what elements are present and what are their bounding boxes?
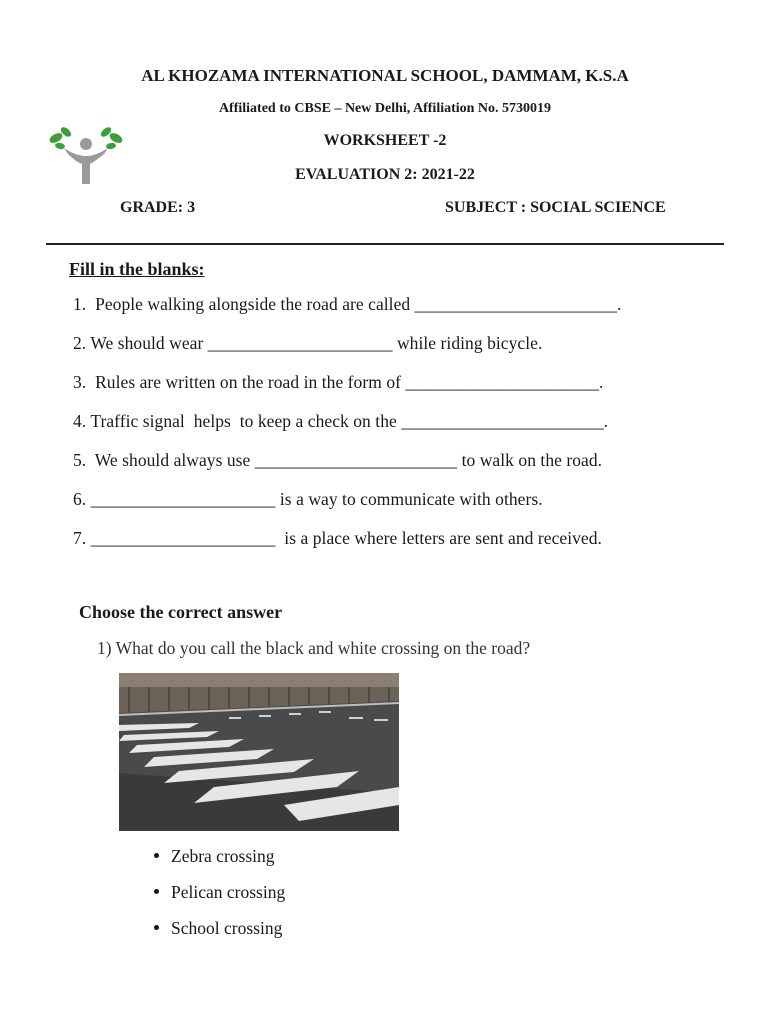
bullet-icon	[154, 853, 159, 858]
fill-blank-item-2: 2. We should wear _____________________ while riding bicycle.	[73, 333, 543, 353]
evaluation-title: EVALUATION 2: 2021-22	[295, 166, 475, 183]
option-zebra-crossing	[154, 846, 275, 867]
zebra-crossing-photo	[119, 673, 399, 831]
option-label: School crossing	[171, 918, 283, 938]
choose-answer-heading: Choose the correct answer	[79, 602, 283, 622]
option-label: Pelican crossing	[171, 882, 286, 902]
subject-label: SUBJECT : SOCIAL SCIENCE	[445, 199, 666, 216]
option-school-crossing	[154, 918, 282, 939]
bullet-icon	[154, 889, 159, 894]
fill-blank-item-6: 6. _____________________ is a way to communicate with others.	[73, 489, 543, 509]
bullet-icon	[154, 925, 159, 930]
fill-blanks-heading: Fill in the blanks:	[69, 259, 205, 279]
worksheet-title: WORKSHEET -2	[323, 132, 447, 149]
fill-blank-item-3: 3. Rules are written on the road in the form of ______________________.	[73, 372, 604, 392]
option-pelican-crossing	[154, 882, 285, 903]
school-name: AL KHOZAMA INTERNATIONAL SCHOOL, DAMMAM, K.S.A	[141, 66, 629, 85]
header-divider	[46, 243, 724, 245]
fill-blank-item-4: 4. Traffic signal helps to keep a check on the _______________________.	[73, 411, 609, 431]
affiliation-line: Affiliated to CBSE – New Delhi, Affiliation No. 5730019	[218, 101, 552, 116]
fill-blank-item-1: 1. People walking alongside the road are called _______________________.	[73, 294, 622, 314]
question-1: 1) What do you call the black and white crossing on the road?	[97, 638, 531, 658]
grade-label: GRADE: 3	[120, 199, 196, 216]
option-label: Zebra crossing	[171, 846, 275, 866]
fill-blank-item-7: 7. _____________________ is a place where letters are sent and received.	[73, 528, 602, 548]
fill-blank-item-5: 5. We should always use _______________________ to walk on the road.	[73, 450, 603, 470]
school-logo	[46, 122, 124, 190]
